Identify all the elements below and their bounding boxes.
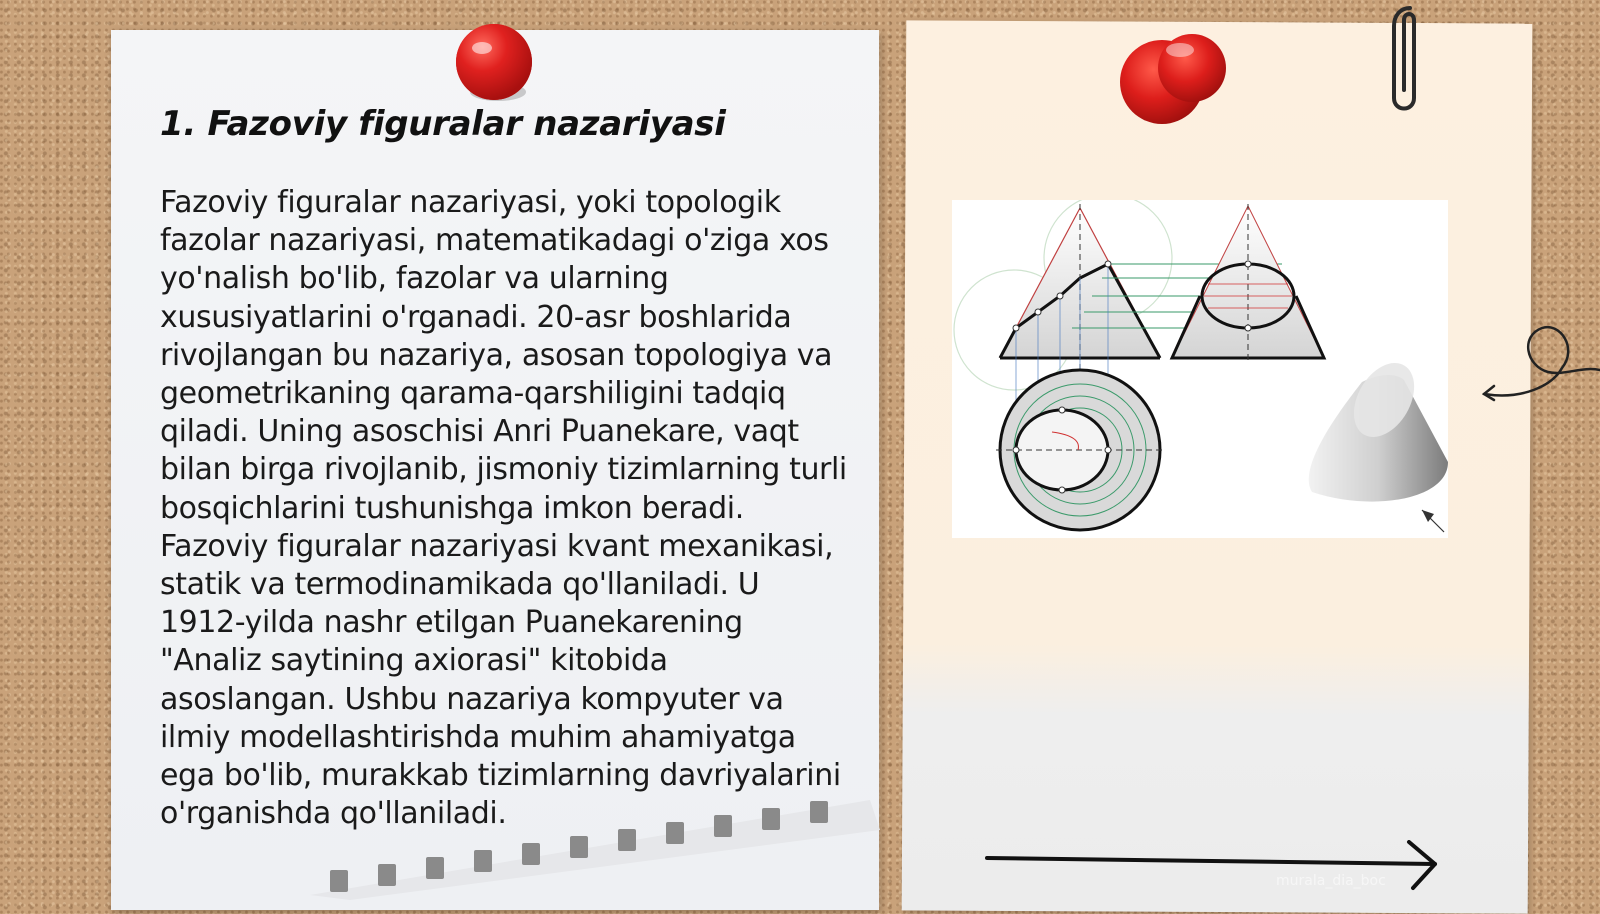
push-pin-icon [452, 20, 536, 106]
watermark-text: murala_dia_boc [1276, 873, 1386, 889]
slide-body-text: Fazoviy figuralar nazariyasi, yoki topologik fazolar nazariyasi, matematikadagi o'ziga xos yo'nalish bo'lib, fazolar va ularning xususiyatlarini o'rganadi. 20-asr boshlarida rivojlangan bu nazariya, asosan topologiya va geometrikaning qarama-qarshiligini tadqiq qiladi. Uning asoschisi Anri Puanekare, vaqt bilan birga rivojlanib, jismoniy tizimlarning turli bosqichlarini tushunishga imkon beradi. Fazoviy figuralar nazariyasi kvant mexanikasi, statik va termodinamikada qo'llaniladi. U 1912-yilda nashr etilgan Puanekarening "Analiz saytining axiorasi" kitobida asoslangan. Ushbu nazariya kompyuter va ilmiy modellashtirishda muhim ahamiyatga ega bo'lib, murakkab tizimlarning davriyalarini o'rganishda qo'llaniladi. [160, 185, 847, 832]
cone-section-figure [952, 200, 1448, 538]
slide-title: 1. Fazoviy figuralar nazariyasi [160, 104, 726, 144]
swirl-doodle-icon [1482, 310, 1600, 410]
push-pin-icon [1120, 30, 1230, 134]
paper-clip-icon [1380, 0, 1430, 125]
arrow-right-icon [985, 840, 1445, 900]
